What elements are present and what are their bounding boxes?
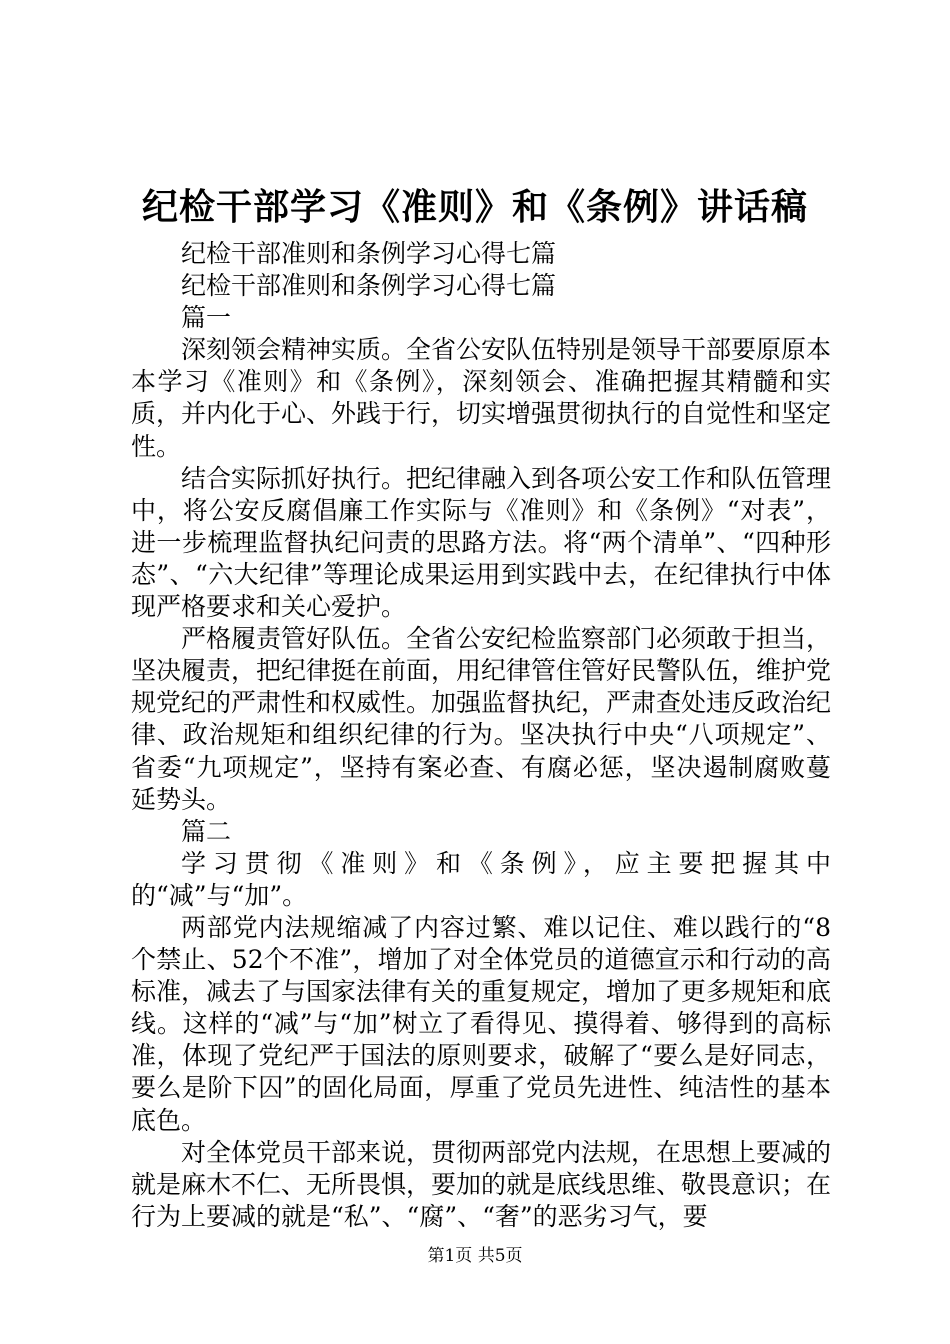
paragraph: 两部党内法规缩减了内容过繁、难以记住、难以践行的“8个禁止、52个不准”，增加了对全体党员的道德宣示和行动的高标准，减去了与国家法律有关的重复规定，增加了更多规矩和底线。这样的“减”与“加”树立了看得见、摸得着、够得到的高标准，体现了党纪严于国法的原则要求，破解了“要么是好同志，要么是阶下囚”的固化局面，厚重了党员先进性、纯洁性的基本底色。 — [131, 912, 832, 1135]
page-footer: 第1页 共5页 — [427, 1246, 523, 1266]
section-heading-1: 篇一 — [181, 303, 232, 333]
paragraph: 结合实际抓好执行。把纪律融入到各项公安工作和队伍管理中，将公安反腐倡廉工作实际与《准则》和《条例》“对表”，进一步梳理监督执纪问责的思路方法。将“两个清单”、“四种形态”、“六大纪律”等理论成果运用到实践中去，在纪律执行中体现严格要求和关心爱护。 — [131, 463, 832, 622]
section-heading-2: 篇二 — [181, 816, 232, 846]
paragraph: 对全体党员干部来说，贯彻两部党内法规，在思想上要减的就是麻木不仁、无所畏惧，要加的就是底线思维、敬畏意识；在行为上要减的就是“私”、“腐”、“奢”的恶劣习气，要 — [131, 1137, 832, 1231]
subtitle-line-1: 纪检干部准则和条例学习心得七篇 — [181, 239, 557, 268]
paragraph: 严格履责管好队伍。全省公安纪检监察部门必须敢于担当，坚决履责，把纪律挺在前面，用纪律管住管好民警队伍，维护党规党纪的严肃性和权威性。加强监督执纪，严肃查处违反政治纪律、政治规矩和组织纪律的行为。坚决执行中央“八项规定”、省委“九项规定”，坚持有案必查、有腐必惩，坚决遏制腐败蔓延势头。 — [131, 624, 832, 814]
paragraph: 深刻领会精神实质。全省公安队伍特别是领导干部要原原本本学习《准则》和《条例》，深刻领会、准确把握其精髓和实质，并内化于心、外践于行，切实增强贯彻执行的自觉性和坚定性。 — [131, 335, 832, 461]
paragraph: 学习贯彻《准则》和《条例》，应主要把握其中的“减”与“加”。 — [131, 848, 831, 910]
document-title: 纪检干部学习《准则》和《条例》讲话稿 — [141, 187, 808, 228]
subtitle-line-2: 纪检干部准则和条例学习心得七篇 — [181, 271, 557, 301]
document-body — [131, 238, 831, 1233]
